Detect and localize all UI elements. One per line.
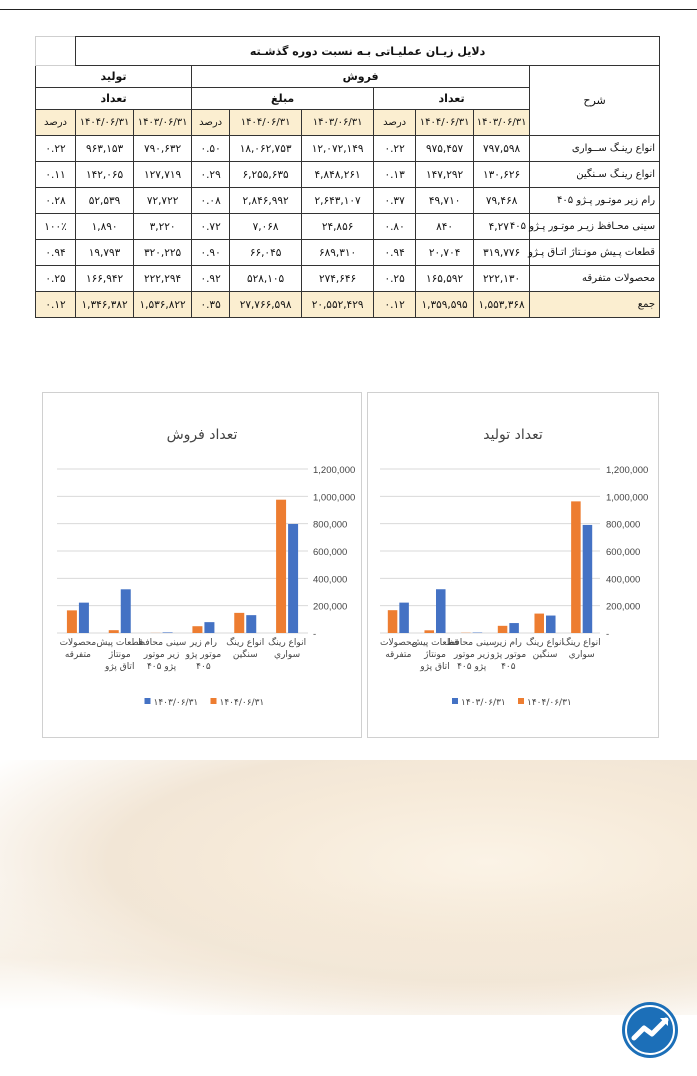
table-cell: ۵۲۸,۱۰۵ (230, 266, 302, 292)
table-cell: ۱۶۶,۹۴۲ (76, 266, 134, 292)
table-cell: ۰.۹۴ (36, 240, 76, 266)
data-table (35, 36, 660, 318)
table-cell: ۰.۲۲ (374, 136, 416, 162)
table-cell: ۳۱۹,۷۷۶ (474, 240, 530, 266)
row-label: سینی محـافظ زیـر موتـور پـژو ۴۰۵ (530, 214, 660, 240)
bar (583, 525, 593, 633)
title-blank-cell (36, 37, 76, 66)
table-row (36, 188, 660, 214)
column-header: ۱۴۰۳/۰۶/۳۱ (134, 110, 192, 136)
x-category-label: انواع رینگ سنگین (525, 638, 565, 660)
bar (109, 630, 119, 633)
table-cell: ۰.۷۲ (192, 214, 230, 240)
production-chart-svg (368, 393, 658, 737)
bar (121, 589, 131, 633)
legend-swatch (518, 698, 524, 704)
table-cell: ۶۶,۰۴۵ (230, 240, 302, 266)
table-cell: ۴,۸۴۸,۲۶۱ (302, 162, 374, 188)
table-cell: ۷۹۰,۶۳۲ (134, 136, 192, 162)
x-category-label: سینی محافظ زیر موتور پژو ۴۰۵ (446, 638, 497, 672)
table-cell: ۰.۳۵ (192, 292, 230, 318)
row-label: قطعات پـیش مونـتاژ اتـاق پـژو (530, 240, 660, 266)
sales-count-header: تعداد (374, 88, 530, 110)
x-category-label: انواع رینگ سواري (562, 638, 601, 660)
table-cell: ۱۴۷,۲۹۲ (416, 162, 474, 188)
label-header: شرح (530, 66, 660, 136)
chart-title: تعداد تولید (483, 427, 543, 443)
table-row (36, 136, 660, 162)
row-label: محصولات متفرقه (530, 266, 660, 292)
table-cell: ۶۸۹,۳۱۰ (302, 240, 374, 266)
y-tick-label: 200,000 (313, 601, 348, 613)
table-cell: ۴,۲۷۰ (474, 214, 530, 240)
legend-swatch (145, 698, 151, 704)
y-tick-label: - (313, 629, 317, 640)
x-category-label: رام زیر موتور پژو ۴۰۵ (490, 638, 527, 672)
row-label: رام زیر موتـور پـژو ۴۰۵ (530, 188, 660, 214)
table-cell: ۲,۶۴۳,۱۰۷ (302, 188, 374, 214)
y-tick-label: 400,000 (313, 574, 348, 586)
bar (204, 622, 214, 633)
bar (424, 630, 434, 633)
table-cell: ۲۰,۷۰۴ (416, 240, 474, 266)
y-tick-label: - (606, 629, 610, 640)
table-cell: ۱۴۲,۰۶۵ (76, 162, 134, 188)
sales-chart-svg (43, 393, 361, 737)
bar (79, 603, 89, 633)
table-cell: ۷۹۷,۵۹۸ (474, 136, 530, 162)
legend-label: ۱۴۰۴/۰۶/۳۱ (219, 698, 265, 708)
table-cell: ۰.۹۴ (374, 240, 416, 266)
sales-amount-header: مبلغ (192, 88, 374, 110)
table-cell: ۱,۳۴۶,۳۸۲ (76, 292, 134, 318)
table-cell: ۹۷۵,۴۵۷ (416, 136, 474, 162)
column-header: ۱۴۰۴/۰۶/۳۱ (416, 110, 474, 136)
sales-count-chart (42, 392, 362, 738)
y-tick-label: 1,200,000 (313, 465, 356, 476)
table-cell: ۲۷۴,۶۴۶ (302, 266, 374, 292)
legend-label: ۱۴۰۳/۰۶/۳۱ (153, 698, 199, 708)
table-cell: ۱,۳۵۹,۵۹۵ (416, 292, 474, 318)
bar (571, 501, 581, 633)
x-category-label: رام زیر موتور پژو ۴۰۵ (185, 638, 222, 672)
table-row (36, 266, 660, 292)
table-cell: ۲۲۲,۲۹۴ (134, 266, 192, 292)
x-category-label: قطعات پیش مونتاژ اتاق پژو (411, 638, 459, 672)
table-cell: ۱۲۷,۷۱۹ (134, 162, 192, 188)
table-cell: ۵۲,۵۳۹ (76, 188, 134, 214)
table-cell: ۰.۱۳ (374, 162, 416, 188)
bar (288, 524, 298, 633)
table-cell: ۲۲۲,۱۳۰ (474, 266, 530, 292)
bar (67, 610, 77, 633)
column-header: ۱۴۰۴/۰۶/۳۱ (76, 110, 134, 136)
top-rule (0, 9, 697, 10)
column-header: ۱۴۰۴/۰۶/۳۱ (230, 110, 302, 136)
table-row (36, 214, 660, 240)
table-cell: ۷۹,۴۶۸ (474, 188, 530, 214)
table-cell: ۰.۱۱ (36, 162, 76, 188)
table-cell: ۰.۰۸ (192, 188, 230, 214)
row-label: انواع رینـگ ســواری (530, 136, 660, 162)
legend-swatch (211, 698, 217, 704)
table-cell: ۱۶۵,۵۹۲ (416, 266, 474, 292)
table-cell: ۰.۲۵ (36, 266, 76, 292)
table-cell: ۰.۹۰ (192, 240, 230, 266)
row-label: انواع رینـگ سـنگین (530, 162, 660, 188)
table-row (36, 240, 660, 266)
table-cell: ۱۹,۷۹۳ (76, 240, 134, 266)
table-cell: ۰.۲۹ (192, 162, 230, 188)
bar (546, 616, 556, 633)
bar (192, 626, 202, 633)
group-production-header: تولید (36, 66, 192, 88)
y-tick-label: 1,000,000 (313, 492, 356, 504)
table-cell: ۲۰,۵۵۲,۴۲۹ (302, 292, 374, 318)
table-body (36, 136, 660, 318)
column-header: درصد (374, 110, 416, 136)
bar (234, 613, 244, 633)
x-category-label: محصولات متفرقه (379, 638, 417, 660)
x-category-label: محصولات متفرقه (59, 638, 97, 660)
column-header: درصد (36, 110, 76, 136)
legend-label: ۱۴۰۴/۰۶/۳۱ (527, 698, 572, 708)
bar (498, 626, 508, 633)
loss-reasons-table (35, 36, 659, 318)
table-cell: ۶,۲۵۵,۶۳۵ (230, 162, 302, 188)
y-tick-label: 1,000,000 (606, 492, 649, 504)
y-tick-label: 600,000 (313, 547, 348, 558)
bar (163, 632, 173, 633)
chart-title: تعداد فروش (166, 427, 238, 443)
table-cell: ۱۲,۰۷۲,۱۴۹ (302, 136, 374, 162)
table-cell: ۰.۳۷ (374, 188, 416, 214)
table-cell: ۱۰۰٪ (36, 214, 76, 240)
table-cell: ۰.۸۰ (374, 214, 416, 240)
table-cell: ۰.۱۲ (36, 292, 76, 318)
table-cell: ۷۲,۷۲۲ (134, 188, 192, 214)
table-cell: ۰.۹۲ (192, 266, 230, 292)
table-cell: ۱۸,۰۶۲,۷۵۳ (230, 136, 302, 162)
legend-swatch (452, 698, 458, 704)
y-tick-label: 1,200,000 (606, 465, 649, 476)
x-category-label: انواع رینگ سنگین (226, 638, 265, 660)
x-category-label: انواع رینگ سواري (268, 638, 307, 660)
table-cell: ۸۴۰ (416, 214, 474, 240)
table-cell: ۰.۲۵ (374, 266, 416, 292)
table-cell: ۳,۲۲۰ (134, 214, 192, 240)
table-cell: ۰.۲۲ (36, 136, 76, 162)
x-category-label: سینی محافظ زیر موتور پژو ۴۰۵ (136, 638, 187, 672)
table-cell: ۷,۰۶۸ (230, 214, 302, 240)
y-tick-label: 200,000 (606, 601, 641, 613)
bar (276, 500, 286, 633)
table-cell: ۱,۵۳۶,۸۲۲ (134, 292, 192, 318)
table-cell: ۹۶۳,۱۵۳ (76, 136, 134, 162)
table-row (36, 162, 660, 188)
table-title: دلایل زیـان عملیـاتی بـه نسبت دوره گذشـته (76, 37, 660, 66)
bar (436, 589, 446, 633)
bar (246, 615, 256, 633)
bar (509, 623, 519, 633)
column-header: ۱۴۰۳/۰۶/۳۱ (474, 110, 530, 136)
production-count-header: تعداد (36, 88, 192, 110)
legend-label: ۱۴۰۳/۰۶/۳۱ (461, 698, 506, 708)
bar (399, 603, 409, 633)
table-cell: ۳۲۰,۲۲۵ (134, 240, 192, 266)
table-cell: ۲۴,۸۵۶ (302, 214, 374, 240)
table-cell: ۴۹,۷۱۰ (416, 188, 474, 214)
bar (534, 614, 544, 633)
table-cell: ۰.۵۰ (192, 136, 230, 162)
table-cell: ۱,۸۹۰ (76, 214, 134, 240)
total-row (36, 292, 660, 318)
y-tick-label: 800,000 (606, 519, 641, 531)
column-header: ۱۴۰۳/۰۶/۳۱ (302, 110, 374, 136)
background-band (0, 880, 697, 1010)
y-tick-label: 400,000 (606, 574, 641, 586)
table-cell: ۲,۸۴۶,۹۹۲ (230, 188, 302, 214)
table-cell: ۱,۵۵۳,۳۶۸ (474, 292, 530, 318)
group-sales-header: فروش (192, 66, 530, 88)
bar (388, 610, 398, 633)
table-cell: ۰.۱۲ (374, 292, 416, 318)
trend-chart-logo-icon (620, 1000, 680, 1060)
x-category-label: قطعات پیش مونتاژ اتاق پژو (96, 638, 144, 672)
production-count-chart (367, 392, 659, 738)
column-header: درصد (192, 110, 230, 136)
row-label: جمع (530, 292, 660, 318)
y-tick-label: 600,000 (606, 547, 641, 558)
table-cell: ۱۳۰,۶۲۶ (474, 162, 530, 188)
table-cell: ۲۷,۷۶۶,۵۹۸ (230, 292, 302, 318)
y-tick-label: 800,000 (313, 519, 348, 531)
table-cell: ۰.۲۸ (36, 188, 76, 214)
